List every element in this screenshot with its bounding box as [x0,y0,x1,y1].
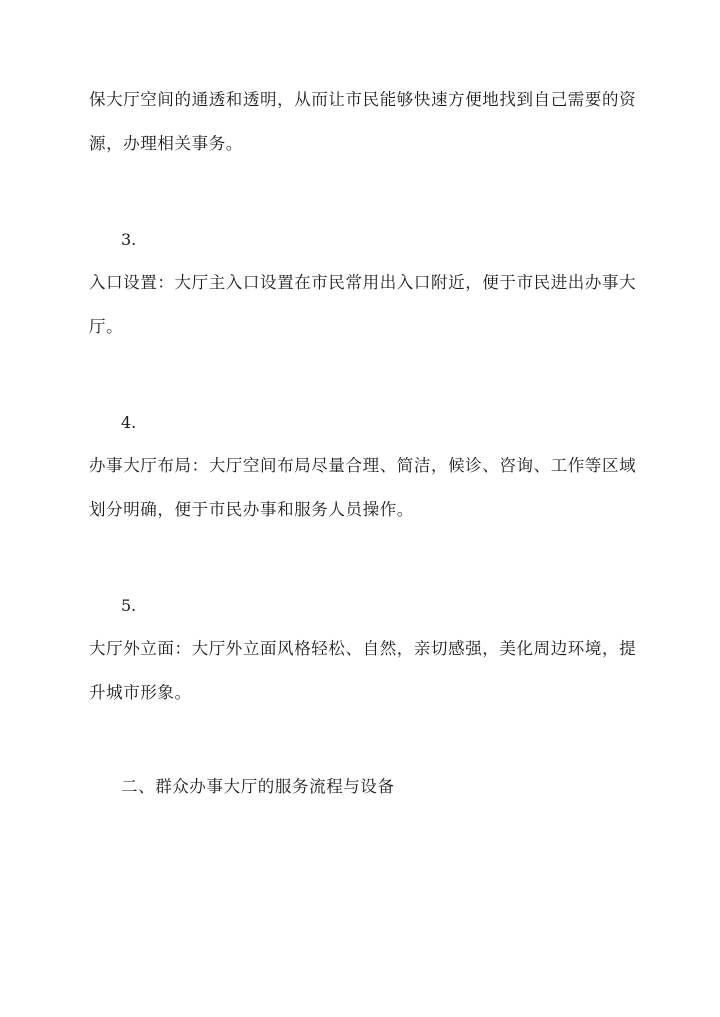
item-5-line-1: 大厅外立面：大厅外立面风格轻松、自然，亲切感强，美化周边环境，提 [89,639,637,658]
item-4-line-2: 划分明确，便于市民办事和服务人员操作。 [89,500,414,519]
intro-line-1: 保大厅空间的通透和透明，从而让市民能够快速方便地找到自己需要的资 [89,90,637,109]
item-number-4: 4. [121,413,137,432]
item-5-line-2: 升城市形象。 [89,683,192,702]
intro-line-2: 源，办理相关事务。 [89,134,243,153]
item-number-5: 5. [121,596,137,615]
item-number-3: 3. [121,230,137,249]
item-4-line-1: 办事大厅布局：大厅空间布局尽量合理、简洁，候诊、咨询、工作等区域 [89,456,637,475]
item-3-line-1: 入口设置：大厅主入口设置在市民常用出入口附近，便于市民进出办事大 [89,273,637,292]
item-3-line-2: 厅。 [89,317,124,336]
section-heading: 二、群众办事大厅的服务流程与设备 [121,777,395,796]
